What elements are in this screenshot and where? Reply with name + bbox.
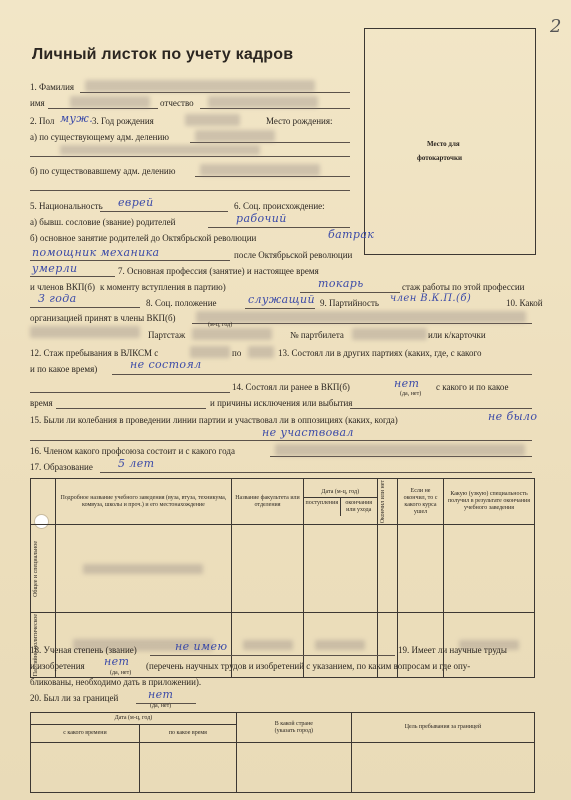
education-group-general: Общее и специальное: [33, 540, 39, 597]
value-degree: не имею: [175, 640, 228, 653]
value-estate: рабочий: [236, 212, 287, 225]
label-oppositions: 15. Были ли колебания в проведении линии партии и участвовал ли в оппозициях (каких, когда): [30, 415, 398, 425]
value-oppositions-1: не было: [488, 410, 538, 423]
value-occupation-before-1: батрак: [328, 228, 375, 241]
label-birthyear: 3. Год рождения: [92, 116, 154, 126]
label-komsomol: 12. Стаж пребывания в ВЛКСМ с: [30, 348, 159, 358]
label-org-admitted: организацией принят в члены ВКП(б): [30, 313, 176, 323]
label-komsomol-to: по: [232, 348, 242, 358]
label-former-division: б) по существовавшему адм. делению: [30, 166, 176, 176]
redacted-general-education: [83, 564, 203, 574]
label-month-year: (м-ц, год): [208, 322, 233, 328]
redacted-surname: [85, 80, 315, 92]
abroad-header-purpose: Цель пребывания за границей: [351, 713, 534, 743]
label-works-list-b: бликованы, необходимо дать в приложении).: [30, 677, 202, 687]
education-header-completion: окончания или ухода: [345, 499, 373, 513]
page-title: Личный листок по учету кадров: [32, 46, 294, 63]
page-number: 2: [550, 16, 562, 37]
redacted-name: [70, 96, 150, 108]
photo-label-2: фотокарточки: [417, 154, 463, 162]
value-experience-years: 3 года: [38, 292, 77, 305]
value-former-vkp: нет: [394, 377, 420, 390]
label-social-position: 8. Соц. положение: [146, 298, 217, 308]
education-header-course: Если не окончил, то с какого курса ушел: [398, 479, 444, 525]
abroad-header-country: В какой стране: [274, 720, 313, 727]
label-yes-no-1: (да, нет): [400, 391, 422, 397]
redacted-komsomol-to: [248, 346, 274, 358]
label-card: или к/карточки: [428, 330, 486, 340]
value-works: нет: [104, 655, 130, 668]
label-occupation-before: б) основное занятие родителей до Октябрьской революции: [30, 233, 257, 243]
label-name: имя: [30, 98, 45, 108]
abroad-header-from: с какого времени: [31, 725, 140, 743]
value-other-parties: не состоял: [130, 358, 202, 371]
value-party: член В.К.П.(б): [390, 293, 472, 304]
value-sex: муж.: [60, 112, 94, 125]
label-scientific-works: 19. Имеет ли научные труды: [398, 645, 507, 655]
education-header-date: Дата (м-ц, год): [304, 488, 377, 498]
value-oppositions-2: не участвовал: [262, 426, 354, 439]
abroad-table: [30, 712, 535, 793]
label-after-revolution: после Октябрьской революции: [234, 250, 353, 260]
value-profession: токарь: [318, 277, 364, 290]
label-other-parties-b: и по какое время): [30, 364, 98, 374]
education-header-institution: Подробное название учебного заведения (вуза, втуза, техникума, комвуза, школы и проч.) и его местонахождение: [55, 479, 232, 525]
redacted-current-division: [195, 130, 275, 142]
redacted-former-division: [200, 164, 320, 176]
label-estate: а) бывш. сословие (звание) родителей: [30, 217, 176, 227]
value-nationality: еврей: [118, 196, 154, 209]
redacted-party-tenure: [192, 328, 272, 340]
redacted-patronymic: [208, 96, 318, 108]
redacted-org-admitted-2: [30, 326, 140, 338]
label-education: 17. Образование: [30, 462, 93, 472]
education-header-faculty: Название факультета или отделения: [232, 479, 304, 525]
redacted-current-division-2: [60, 145, 260, 155]
label-time: время: [30, 398, 53, 408]
label-current-division: а) по существующему адм. делению: [30, 132, 169, 142]
value-occupation-before-2: помощник механика: [32, 246, 160, 259]
redacted-org-admitted: [196, 311, 526, 323]
label-birthplace: Место рождения:: [266, 116, 333, 126]
label-surname: 1. Фамилия: [30, 82, 75, 92]
education-group-political: Партийно-политическое: [33, 614, 39, 677]
label-other-parties: 13. Состоял ли в других партиях (каких, где, с какого: [278, 348, 482, 358]
redacted-party-card: [352, 328, 427, 340]
label-profession-when-joined-b: к моменту вступления в партию): [100, 282, 226, 292]
label-union: 16. Членом какого профсоюза состоит и с какого года: [30, 446, 235, 456]
label-party-tenure: Партстаж: [148, 330, 186, 340]
education-header-admission: поступления: [304, 498, 341, 516]
value-social-position: служащий: [248, 293, 315, 306]
abroad-header-date: Дата (м-ц, год): [31, 713, 237, 725]
label-works-list: (перечень научных трудов и изобретений с указанием, по каким вопросам и где опу-: [146, 661, 471, 671]
label-yes-no-2: (да, нет): [110, 670, 132, 676]
label-work-experience: стаж работы по этой профессии: [402, 282, 525, 292]
label-former-vkp-period: с какого и по какое: [436, 382, 509, 392]
value-abroad: нет: [148, 688, 174, 701]
label-inventions: и изобретения: [30, 661, 85, 671]
abroad-header-to: по какое время: [139, 725, 236, 743]
redacted-political-faculty: [243, 640, 293, 650]
education-header-specialty: Какую (узкую) специальность получил в результате окончания учебного заведения: [444, 479, 535, 525]
label-abroad: 20. Был ли за границей: [30, 693, 119, 703]
label-social-origin: 6. Соц. происхождение:: [234, 201, 325, 211]
value-education: 5 лет: [118, 457, 155, 470]
redacted-birthyear: [185, 114, 240, 126]
label-degree: 18. Ученая степень (звание): [30, 645, 137, 655]
redacted-political-dates: [315, 640, 365, 650]
label-reasons: и причины исключения или выбытия: [210, 398, 353, 408]
label-former-vkp: 14. Состоял ли ранее в ВКП(б): [232, 382, 350, 392]
redacted-komsomol-from: [190, 346, 230, 358]
education-header-graduated: Окончил или нет: [379, 480, 386, 524]
redacted-union: [275, 444, 525, 456]
abroad-header-city: (указать город): [274, 727, 314, 734]
photo-box: [364, 28, 536, 255]
label-sex: 2. Пол: [30, 116, 55, 126]
label-profession-when-joined-a: и членов ВКП(б): [30, 282, 95, 292]
photo-label-1: Место для: [427, 140, 460, 148]
label-party: 9. Партийность: [320, 298, 380, 308]
label-which: 10. Какой: [506, 298, 543, 308]
label-party-card: № партбилета: [290, 330, 344, 340]
label-patronymic: отчество: [160, 98, 194, 108]
value-after-revolution: умерли: [32, 262, 78, 275]
label-profession: 7. Основная профессия (занятие) и настоящее время: [118, 266, 319, 276]
label-nationality: 5. Национальность: [30, 201, 103, 211]
label-yes-no-3: (да, нет): [150, 703, 172, 709]
